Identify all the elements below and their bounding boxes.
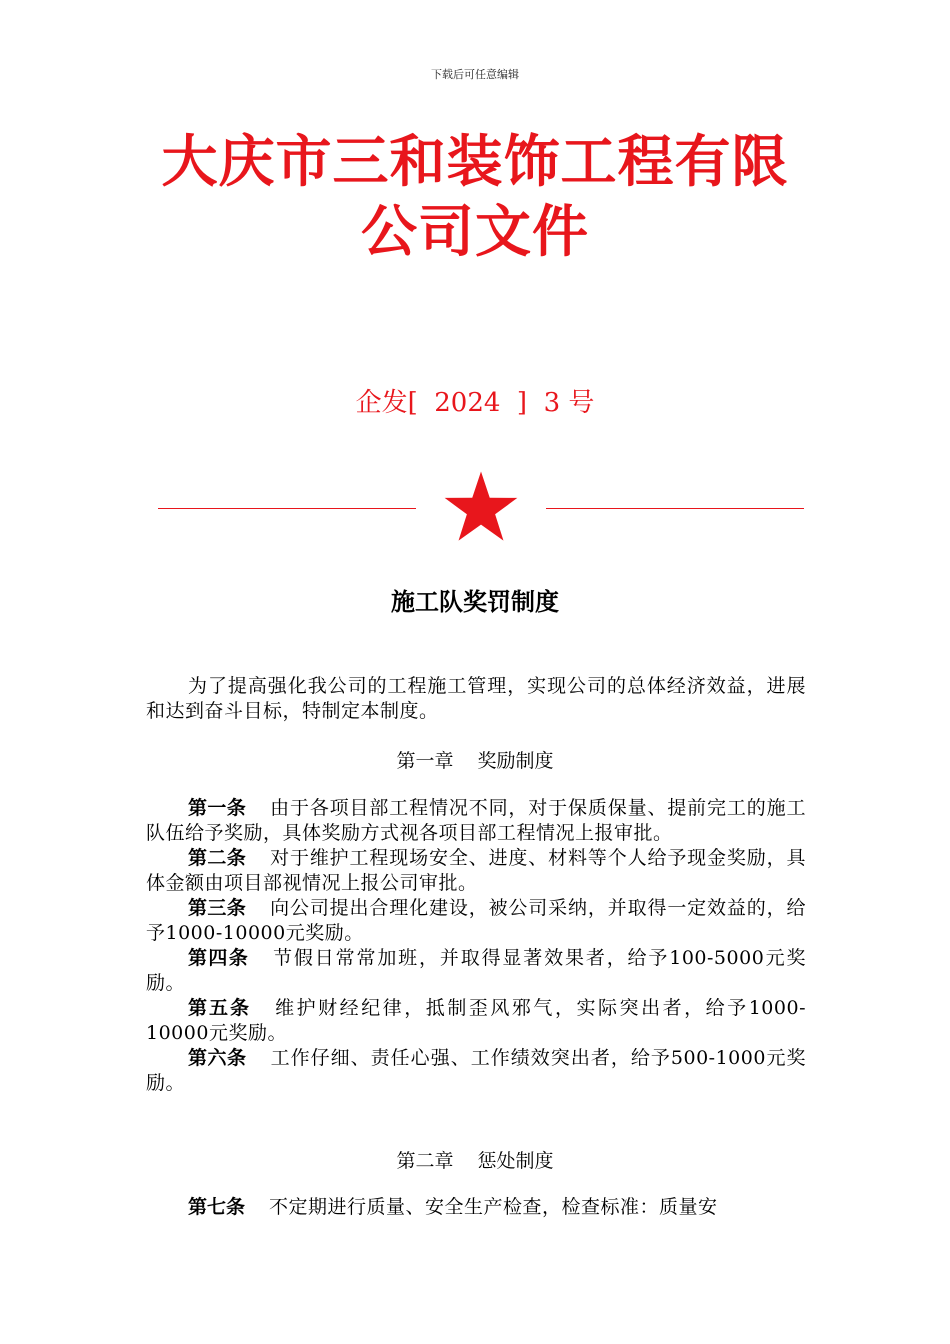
document-heading: 施工队奖罚制度 bbox=[391, 588, 559, 616]
article-3 bbox=[146, 896, 806, 946]
chapter-2-number: 第二章 bbox=[396, 1150, 454, 1172]
article-label: 第四条 bbox=[188, 947, 250, 969]
document-title bbox=[140, 128, 810, 268]
top-note: 下载后可任意编辑 bbox=[431, 68, 519, 81]
chapter-2-articles bbox=[146, 1195, 806, 1220]
article-text: 节假日常常加班，并取得显著效果者，给予100-5000元奖励。 bbox=[146, 947, 806, 994]
separator-line-right bbox=[546, 508, 804, 509]
chapter-1-heading bbox=[0, 746, 950, 773]
article-5 bbox=[146, 996, 806, 1046]
article-7 bbox=[146, 1195, 806, 1220]
title-line-2: 公司文件 bbox=[361, 200, 589, 265]
article-label: 第六条 bbox=[188, 1047, 247, 1069]
chapter-1-number: 第一章 bbox=[396, 750, 454, 772]
article-text: 不定期进行质量、安全生产检查，检查标准：质量安 bbox=[269, 1196, 718, 1218]
article-4 bbox=[146, 946, 806, 996]
article-text: 工作仔细、责任心强、工作绩效突出者，给予500-1000元奖励。 bbox=[146, 1047, 806, 1094]
star-icon bbox=[442, 470, 520, 548]
article-label: 第七条 bbox=[188, 1196, 246, 1218]
article-text: 维护财经纪律，抵制歪风邪气，实际突出者，给予1000-10000元奖励。 bbox=[146, 997, 806, 1044]
separator-line-left bbox=[158, 508, 416, 509]
chapter-2-name: 惩处制度 bbox=[477, 1150, 554, 1172]
chapter-1-articles bbox=[146, 796, 806, 1096]
chapter-2-heading bbox=[0, 1146, 950, 1173]
article-text: 由于各项目部工程情况不同，对于保质保量、提前完工的施工队伍给予奖励，具体奖励方式视各项目部工程情况上报审批。 bbox=[146, 797, 806, 844]
article-text: 对于维护工程现场安全、进度、材料等个人给予现金奖励，具体金额由项目部视情况上报公司审批。 bbox=[146, 847, 806, 894]
article-6 bbox=[146, 1046, 806, 1096]
article-2 bbox=[146, 846, 806, 896]
article-label: 第一条 bbox=[188, 797, 247, 819]
chapter-1-name: 奖励制度 bbox=[477, 750, 554, 772]
intro-paragraph: 为了提高强化我公司的工程施工管理，实现公司的总体经济效益，进展和达到奋斗目标，特制定本制度。 bbox=[146, 675, 806, 722]
article-text: 向公司提出合理化建设，被公司采纳，并取得一定效益的，给予1000-10000元奖励。 bbox=[146, 897, 806, 944]
document-number: 企发[ 2024 ] 3 号 bbox=[355, 388, 595, 418]
article-label: 第五条 bbox=[188, 997, 252, 1019]
article-label: 第二条 bbox=[188, 847, 247, 869]
article-label: 第三条 bbox=[188, 897, 247, 919]
article-1 bbox=[146, 796, 806, 846]
title-line-1: 大庆市三和装饰工程有限 bbox=[161, 130, 789, 195]
